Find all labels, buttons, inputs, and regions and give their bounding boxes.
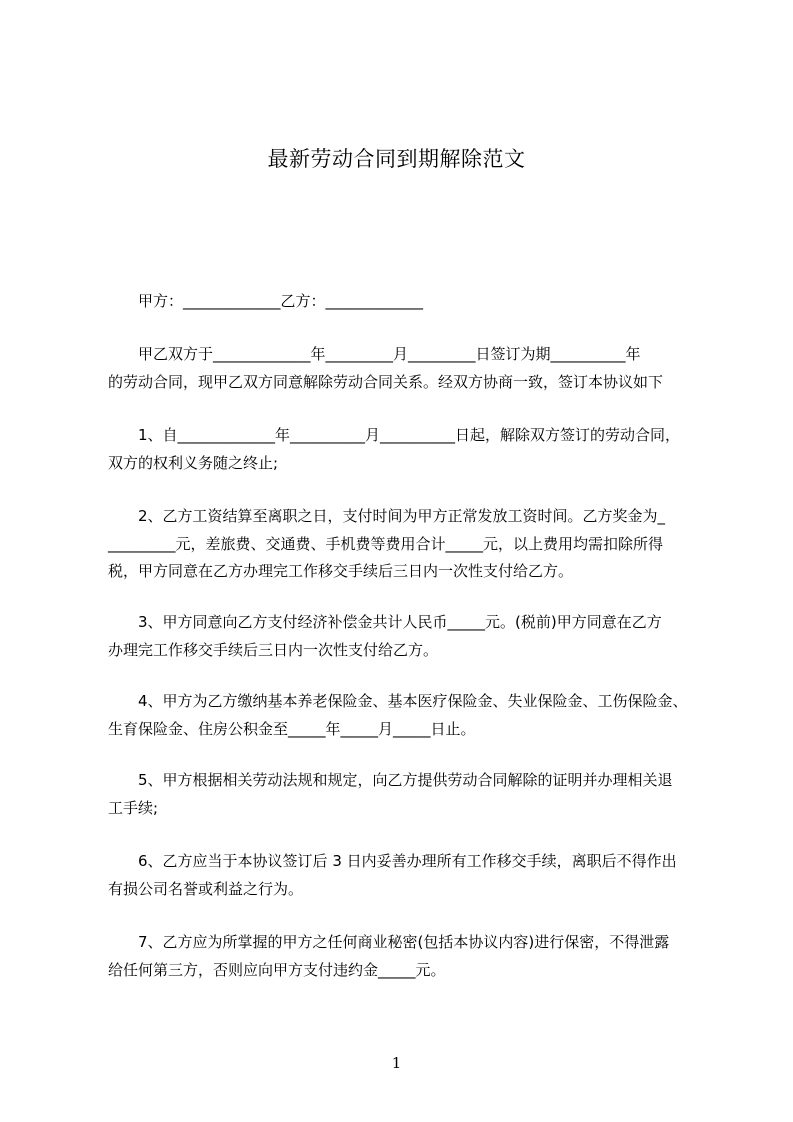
- clause-3-line-2: 办理完工作移交手续后三日内一次性支付给乙方。: [108, 641, 439, 659]
- clause-6-line-1: 6、乙方应当于本协议签订后 3 日内妥善办理所有工作移交手续，离职后不得作出: [138, 852, 677, 870]
- clause-2-line-3: 税，甲方同意在乙方办理完工作移交手续后三日内一次性支付给乙方。: [108, 562, 574, 580]
- clause-7-line-2: 给任何第三方，否则应向甲方支付违约金_____元。: [108, 961, 446, 979]
- clause-5-line-2: 工手续;: [108, 799, 159, 817]
- clause-4-line-1: 4、甲方为乙方缴纳基本养老保险金、基本医疗保险金、失业保险金、工伤保险金、: [138, 692, 688, 710]
- clause-2-line-2: _________元，差旅费、交通费、手机费等费用合计_____元，以上费用均需扣除所得: [108, 535, 664, 553]
- clause-7-line-1: 7、乙方应为所掌握的甲方之任何商业秘密(包括本协议内容)进行保密，不得泄露: [138, 933, 670, 951]
- clause-3-line-1: 3、甲方同意向乙方支付经济补偿金共计人民币_____元。(税前)甲方同意在乙方: [138, 613, 662, 631]
- clause-5-line-1: 5、甲方根据相关劳动法规和规定，向乙方提供劳动合同解除的证明并办理相关退: [138, 771, 673, 789]
- clause-4-line-2: 生育保险金、住房公积金至_____年_____月_____日止。: [108, 720, 476, 738]
- clause-1-line-1: 1、自_____________年__________月__________日起，解除双方签订的劳动合同，: [138, 426, 681, 444]
- clause-6-line-2: 有损公司名誉或利益之行为。: [108, 880, 304, 898]
- document-title: 最新劳动合同到期解除范文: [267, 147, 526, 171]
- parties-line: 甲方：_____________乙方：_____________: [138, 292, 424, 310]
- clause-2-line-1: 2、乙方工资结算至离职之日，支付时间为甲方正常发放工资时间。乙方奖金为_: [138, 507, 666, 525]
- clause-1-line-2: 双方的权利义务随之终止;: [108, 454, 279, 472]
- paragraph-intro-line-2: 的劳动合同，现甲乙双方同意解除劳动合同关系。经双方协商一致，签订本协议如下: [108, 373, 664, 391]
- paragraph-intro-line-1: 甲乙双方于_____________年_________月_________日签订为期__________年: [138, 345, 641, 363]
- page-number: 1: [391, 1054, 402, 1072]
